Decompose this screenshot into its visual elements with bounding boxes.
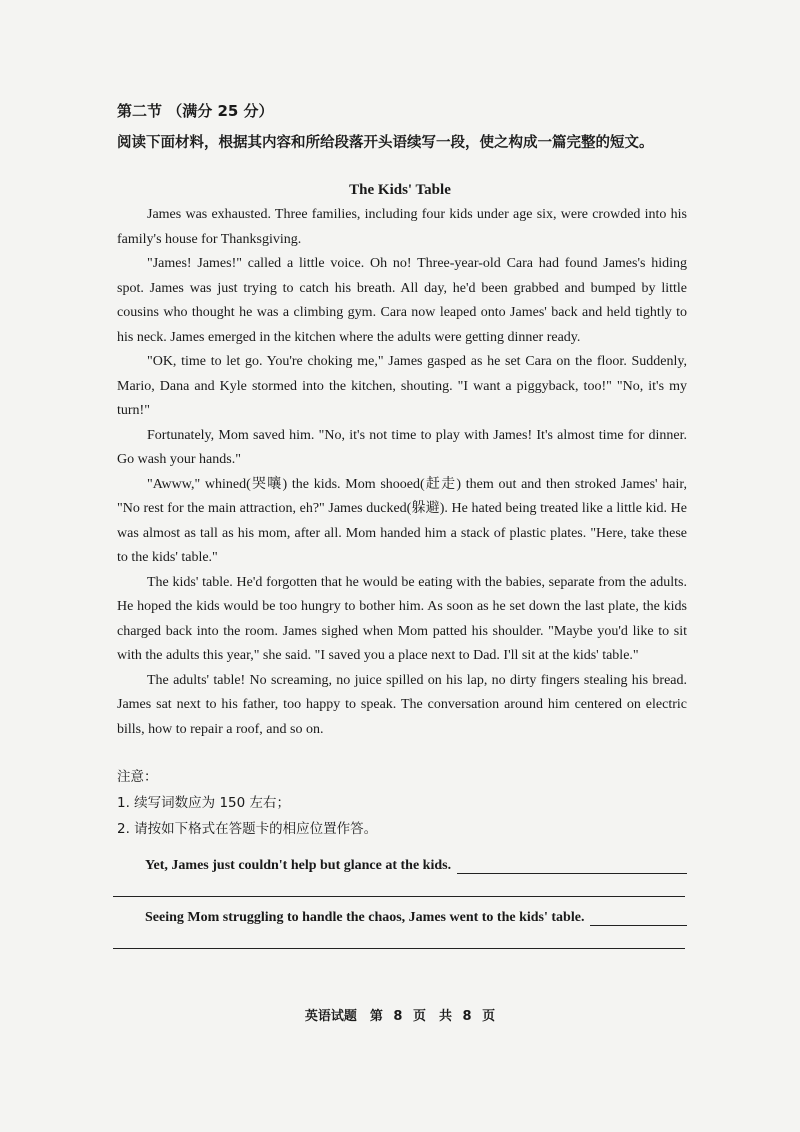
story-paragraph: The kids' table. He'd forgotten that he would be eating with the babies, separate from the adults. He hoped the kids would be too hungry to bother him. As soon as he set down the last plate, the kids charged back into the room. James sighed when Mom patted his shoulder. "Maybe you'd like to sit with the adults this year," she said. "I saved you a place next to Dad. I'll sit at the kids' table." <box>117 574 687 663</box>
prompt-text: Seeing Mom struggling to handle the chaos, James went to the kids' table. <box>145 910 585 925</box>
story-paragraph: "Awww," whined(哭嚷) the kids. Mom shooed(赶走) them out and then stroked James' hair, "No rest for the main attraction, eh?" James ducked(躲避). He hated being treated like a little kid. He was almost as tall as his mom, after all. Mom handed him a stack of plastic plates. "Here, take these to the kids' table." <box>117 476 687 565</box>
answer-line[interactable] <box>113 948 685 949</box>
continuation-prompt-2 <box>117 910 687 926</box>
story-paragraph: "OK, time to let go. You're choking me," James gasped as he set Cara on the floor. Suddenly, Mario, Dana and Kyle stormed into the kitchen, shouting. "I want a piggyback, too!" "No, it's my turn!" <box>117 354 687 418</box>
story-body <box>117 203 687 742</box>
story-title: The Kids' Table <box>349 182 451 198</box>
story-paragraph: James was exhausted. Three families, including four kids under age six, were crowded into his family's house for Thanksgiving. <box>117 207 687 247</box>
answer-line[interactable] <box>113 896 685 897</box>
answer-blank[interactable] <box>590 911 687 926</box>
page-footer: 英语试题 第 8 页 共 8 页 <box>304 1009 496 1024</box>
notes-heading: 注意： <box>117 769 158 785</box>
story-paragraph: "James! James!" called a little voice. Oh no! Three-year-old Cara had found James's hiding spot. James was just trying to catch his breath. All day, he'd been grabbed and bumped by little cousins who thought he was a climbing gym. Cara now leaped onto James' back and held tightly to his neck. James emerged in the kitchen where the adults were getting dinner ready. <box>117 256 687 345</box>
answer-blank[interactable] <box>457 859 687 874</box>
prompt-text: Yet, James just couldn't help but glance at the kids. <box>145 858 452 873</box>
continuation-prompt-1 <box>117 858 687 874</box>
note-item: 1. 续写词数应为 150 左右； <box>117 795 291 811</box>
notes-section <box>117 764 687 842</box>
section-instruction: 阅读下面材料，根据其内容和所给段落开头语续写一段，使之构成一篇完整的短文。 <box>117 135 654 151</box>
section-title: 第二节 （满分 25 分） <box>117 102 274 120</box>
story-paragraph: The adults' table! No screaming, no juice spilled on his lap, no dirty fingers stealing his bread. James sat next to his father, too happy to speak. The conversation around him centered on electric bills, how to repair a roof, and so on. <box>117 672 687 737</box>
story-paragraph: Fortunately, Mom saved him. "No, it's not time to play with James! It's almost time for dinner. Go wash your hands." <box>117 427 687 467</box>
note-item: 2. 请按如下格式在答题卡的相应位置作答。 <box>117 821 378 837</box>
